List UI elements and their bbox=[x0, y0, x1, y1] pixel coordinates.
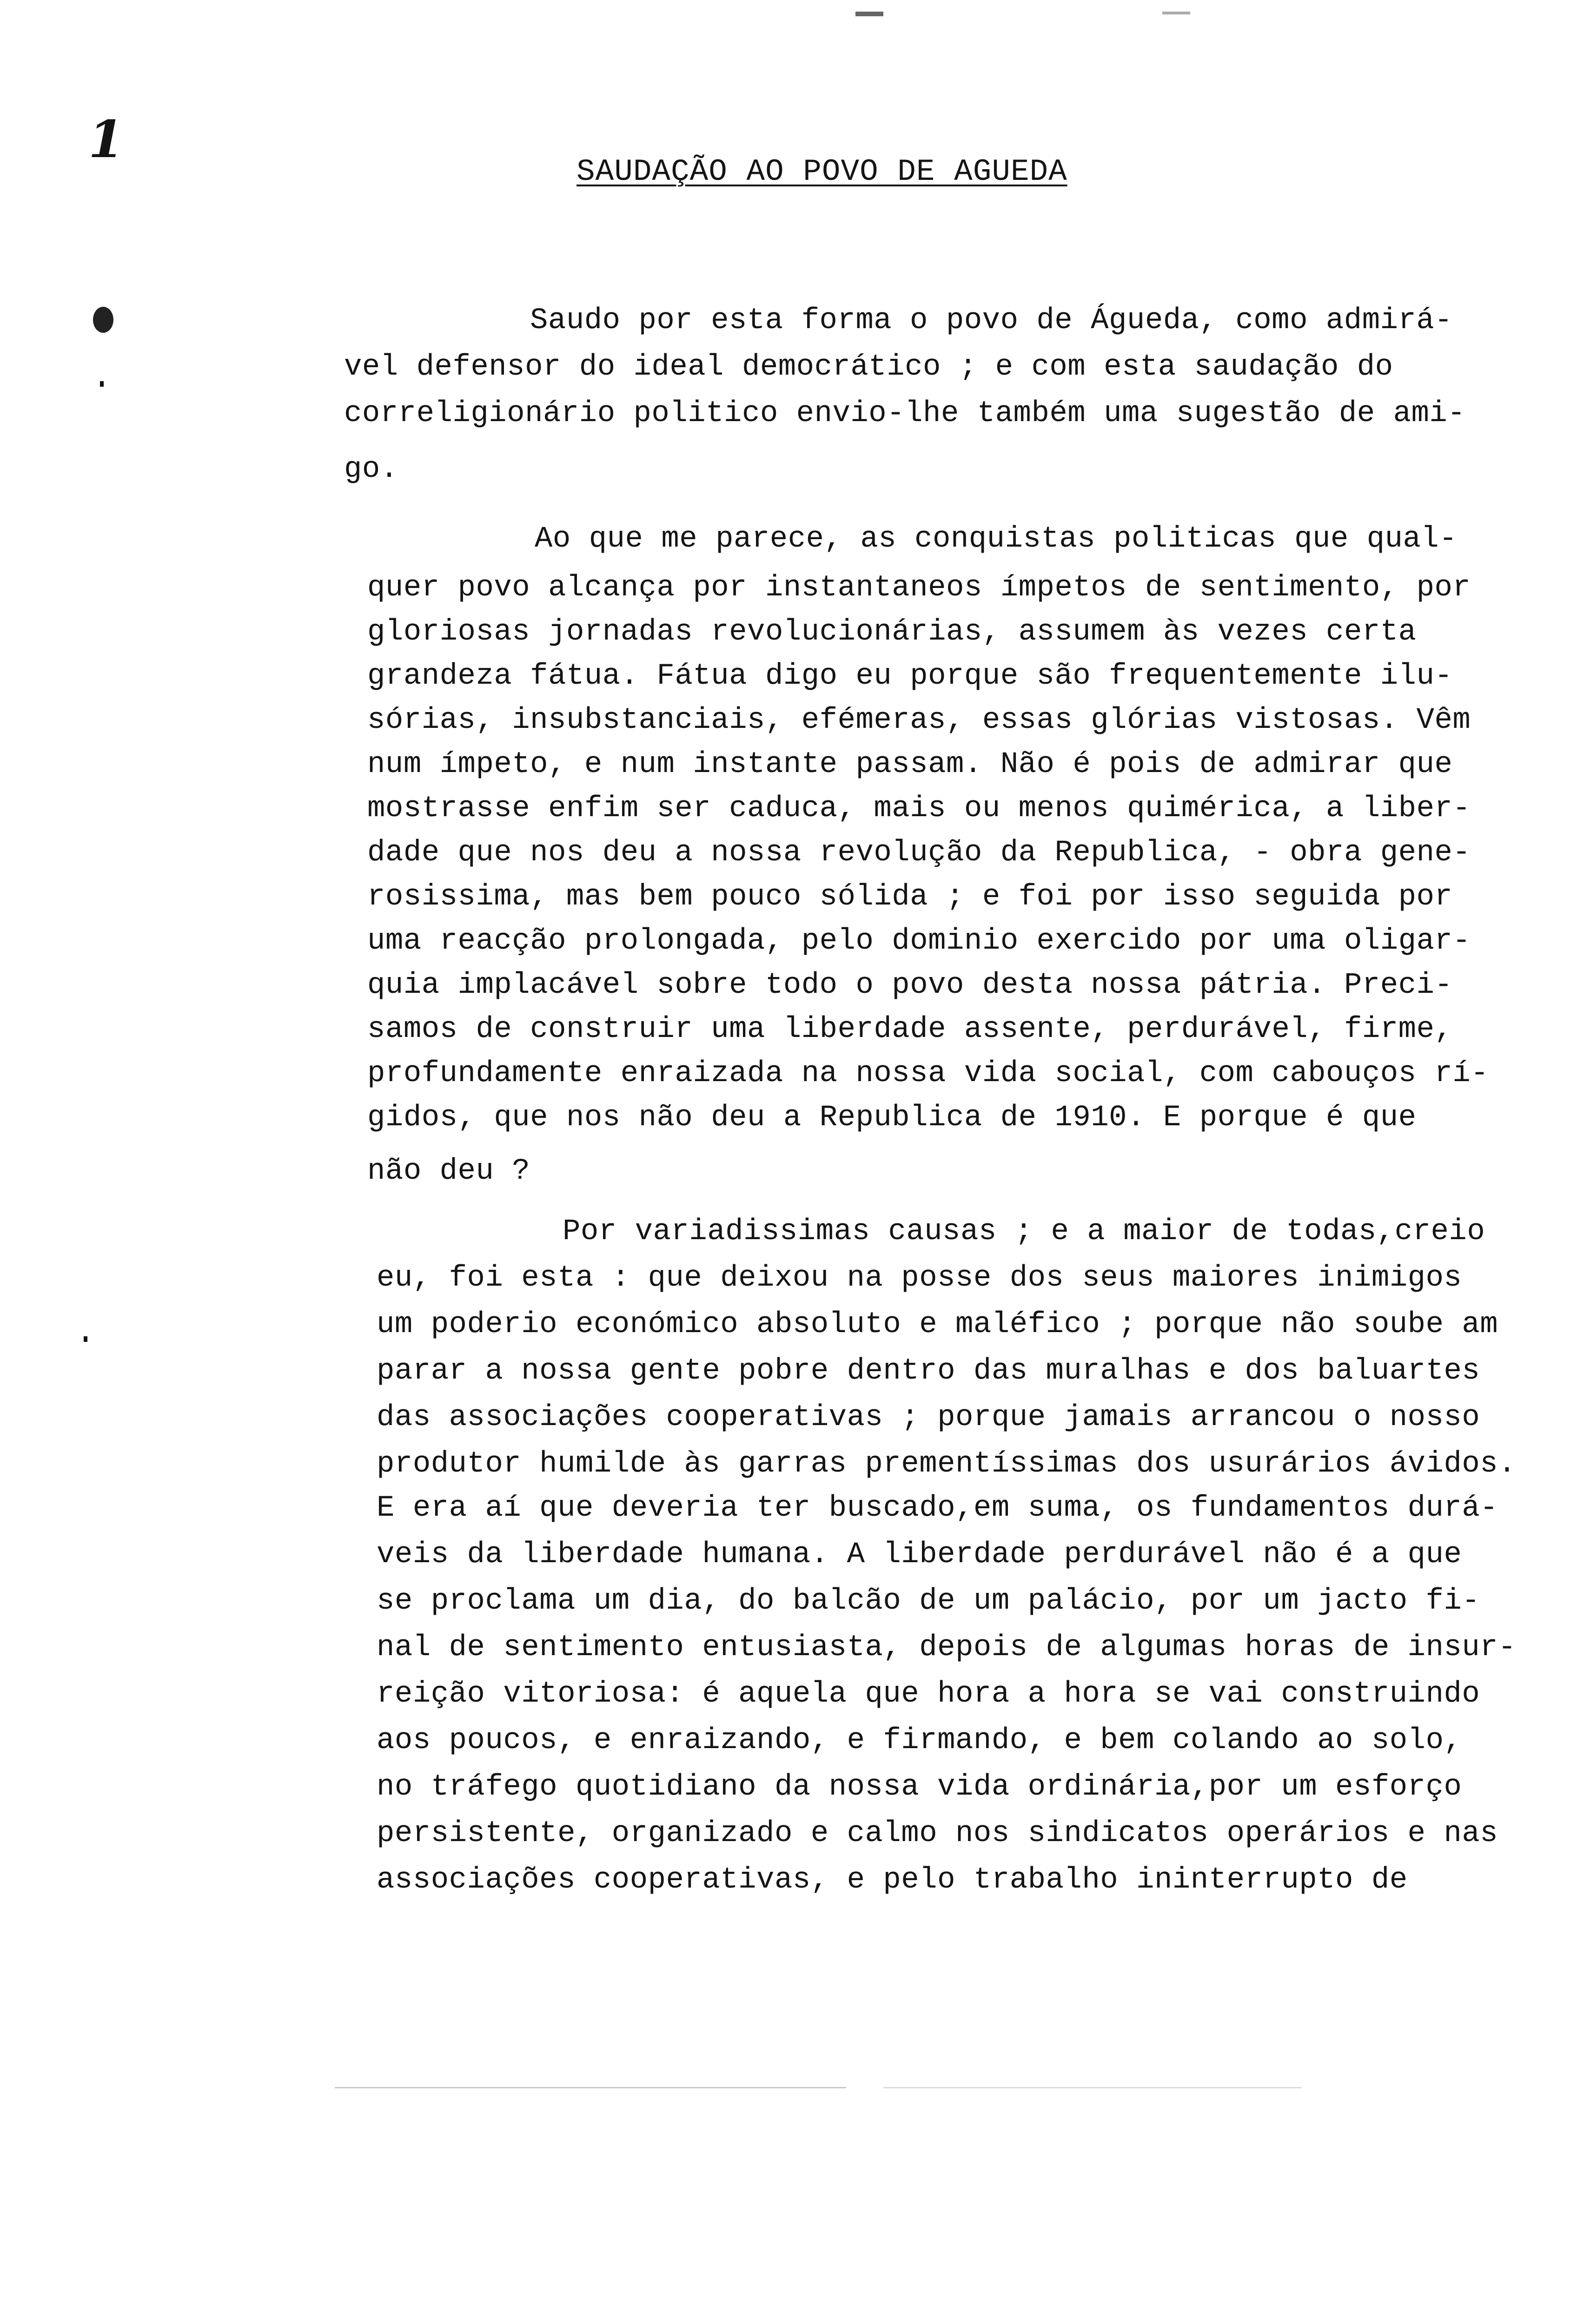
text-line: profundamente enraizada na nossa vida social, com cabouços rí- bbox=[367, 1057, 1489, 1090]
text-line: produtor humilde às garras prementíssimas dos usurários ávidos. bbox=[377, 1447, 1517, 1481]
text-line: sórias, insubstanciais, efémeras, essas glórias vistosas. Vêm bbox=[367, 704, 1471, 737]
text-line: não deu ? bbox=[367, 1155, 530, 1188]
text-line: das associações cooperativas ; porque jamais arrancou o nosso bbox=[377, 1401, 1480, 1434]
text-line: samos de construir uma liberdade assente, perdurável, firme, bbox=[367, 1013, 1453, 1046]
text-line: Ao que me parece, as conquistas politicas que qual- bbox=[535, 522, 1458, 556]
text-line: um poderio económico absoluto e maléfico ; porque não soube am bbox=[377, 1308, 1498, 1341]
text-line: Por variadissimas causas ; e a maior de todas,creio bbox=[563, 1215, 1485, 1248]
margin-dot bbox=[84, 1336, 87, 1342]
top-scan-mark bbox=[855, 12, 883, 16]
text-line: se proclama um dia, do balcão de um palácio, por um jacto fi- bbox=[377, 1585, 1480, 1618]
margin-dot bbox=[100, 381, 104, 387]
text-line: reição vitoriosa: é aquela que hora a hora se vai construindo bbox=[377, 1677, 1480, 1711]
text-line: associações cooperativas, e pelo trabalho ininterrupto de bbox=[377, 1863, 1408, 1897]
text-line: aos poucos, e enraizando, e firmando, e bem colando ao solo, bbox=[377, 1724, 1462, 1757]
text-line: parar a nossa gente pobre dentro das muralhas e dos baluartes bbox=[377, 1354, 1480, 1388]
text-line: uma reacção prolongada, pelo dominio exercido por uma oligar- bbox=[367, 924, 1471, 958]
text-line: Saudo por esta forma o povo de Águeda, como admirá- bbox=[530, 304, 1453, 337]
handwritten-page-number: 1 bbox=[88, 109, 125, 169]
text-line: dade que nos deu a nossa revolução da Republica, - obra gene- bbox=[367, 836, 1471, 870]
text-line: E era aí que deveria ter buscado,em suma, os fundamentos durá- bbox=[377, 1492, 1498, 1525]
text-line: num ímpeto, e num instante passam. Não é pois de admirar que bbox=[367, 748, 1453, 781]
text-line: go. bbox=[344, 453, 398, 486]
text-line: vel defensor do ideal democrático ; e com esta saudação do bbox=[344, 350, 1393, 384]
document-title: SAUDAÇÃO AO POVO DE AGUEDA bbox=[576, 154, 1067, 189]
text-line: quer povo alcança por instantaneos ímpetos de sentimento, por bbox=[367, 571, 1471, 605]
text-line: rosissima, mas bem pouco sólida ; e foi por isso seguida por bbox=[367, 880, 1453, 914]
scan-artifact-line bbox=[883, 2087, 1302, 2088]
top-scan-mark bbox=[1162, 12, 1190, 14]
text-line: persistente, organizado e calmo nos sindicatos operários e nas bbox=[377, 1817, 1498, 1850]
scan-artifact-line bbox=[335, 2087, 846, 2088]
text-line: quia implacável sobre todo o povo desta nossa pátria. Preci- bbox=[367, 969, 1453, 1002]
punch-hole-mark bbox=[93, 307, 113, 333]
text-line: no tráfego quotidiano da nossa vida ordinária,por um esforço bbox=[377, 1770, 1462, 1804]
text-line: grandeza fátua. Fátua digo eu porque são frequentemente ilu- bbox=[367, 660, 1453, 693]
text-line: nal de sentimento entusiasta, depois de algumas horas de insur- bbox=[377, 1631, 1517, 1664]
text-line: veis da liberdade humana. A liberdade perdurável não é a que bbox=[377, 1538, 1462, 1571]
text-line: gloriosas jornadas revolucionárias, assumem às vezes certa bbox=[367, 615, 1417, 649]
text-line: gidos, que nos não deu a Republica de 1910. E porque é que bbox=[367, 1101, 1417, 1135]
text-line: correligionário politico envio-lhe também uma sugestão de ami- bbox=[344, 397, 1466, 430]
text-line: eu, foi esta : que deixou na posse dos seus maiores inimigos bbox=[377, 1261, 1462, 1295]
text-line: mostrasse enfim ser caduca, mais ou menos quimérica, a liber- bbox=[367, 792, 1471, 825]
